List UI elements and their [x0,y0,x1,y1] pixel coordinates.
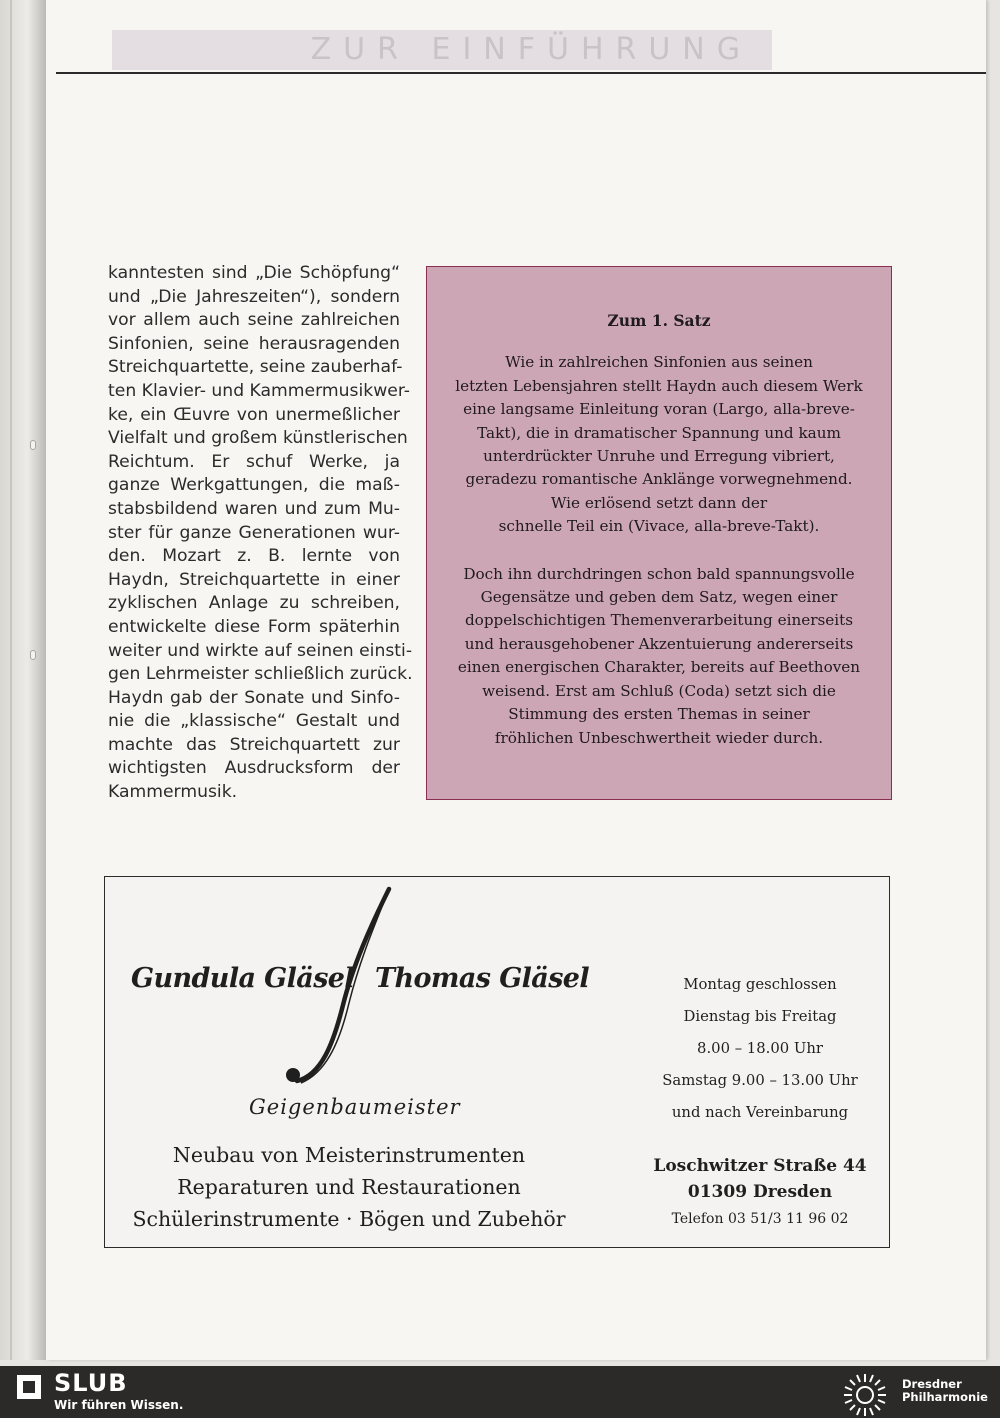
address-phone: Telefon 03 51/3 11 96 02 [671,1211,849,1227]
hours-line: Dienstag bis Freitag [683,1008,837,1025]
paragraph-line: letzten Lebensjahren stellt Haydn auch diesem Werk [455,376,863,395]
slub-name[interactable]: SLUB [54,1369,128,1397]
body-line: Vielfalt und großem künstlerischen [108,428,408,449]
body-line: entwickelte diese Form späterhin [108,616,400,637]
paragraph-line: Wie in zahlreichen Sinfonien aus seinen [505,353,813,372]
binding-stitch [30,650,36,660]
hours-line: 8.00 – 18.00 Uhr [697,1040,823,1057]
paragraph-line: Doch ihn durchdringen schon bald spannungsvolle [463,564,855,583]
slub-logo-icon[interactable] [16,1374,42,1400]
body-line: stabsbildend waren und zum Mu- [108,498,400,519]
body-line: kanntesten sind „Die Schöpfung“ [108,263,400,283]
maker-name-gundula: Gundula Gläsel [131,963,355,994]
page-binding-edge [0,0,46,1360]
body-line: ganze Werkgattungen, die maß- [108,475,400,496]
paragraph-line: geradezu romantische Anklänge vorwegnehmend. [465,470,853,489]
body-line: zyklischen Anlage zu schreiben, [108,593,400,614]
binding-stitch [30,440,36,450]
body-line: Reichtum. Er schuf Werke, ja [108,451,400,472]
paragraph-line: Wie erlösend setzt dann der [550,493,768,512]
address-street: Loschwitzer Straße 44 [653,1156,867,1176]
movement-paragraph-2 [427,563,891,750]
slub-tagline: Wir führen Wissen. [54,1398,184,1412]
service-item: Reparaturen und Restaurationen [177,1175,521,1199]
violin-maker-advertisement [104,876,890,1248]
philharmonie-logo-icon[interactable] [842,1372,888,1418]
section-header [112,30,772,70]
paragraph-line: und herausgehobener Akzentuierung andererseits [464,634,854,653]
hours-line: Montag geschlossen [683,976,837,993]
paragraph-line: unterdrückter Unruhe und Erregung vibriert, [483,447,835,466]
body-line: und „Die Jahreszeiten“), sondern [108,286,400,307]
body-line: vor allem auch seine zahlreichen [108,310,400,331]
paragraph-line: Takt), die in dramatischer Spannung und kaum [477,423,841,442]
maker-name-thomas: Thomas Gläsel [375,963,590,994]
service-item: Schülerinstrumente · Bögen und Zubehör [132,1207,566,1231]
document-page [46,0,986,1360]
body-line: den. Mozart z. B. lernte von [108,546,400,567]
movement-title: Zum 1. Satz [607,311,711,330]
paragraph-line: Stimmung des ersten Themas in seiner [508,705,810,724]
philharmonie-name-line-2: Philharmonie [902,1390,988,1404]
body-line: ke, ein Œuvre von unermeßlicher [108,404,400,425]
services-list [129,1139,569,1235]
body-line: Kammermusik. [108,782,238,803]
paragraph-line: weisend. Erst am Schluß (Coda) setzt sich die [482,681,836,700]
movement-paragraph-1 [427,351,891,538]
body-line: Haydn gab der Sonate und Sinfo- [108,687,400,708]
body-text-column [108,262,413,805]
viewer-footer-bar [0,1366,1000,1418]
shop-address [650,1153,870,1233]
body-line: Haydn, Streichquartette in einer [108,569,400,590]
body-line: nie die „klassische“ Gestalt und [108,711,400,732]
header-rule [56,72,986,74]
body-line: gen Lehrmeister schließlich zurück. [108,664,413,685]
hours-line: und nach Vereinbarung [671,1104,849,1121]
body-line: wichtigsten Ausdrucksform der [108,758,400,779]
paragraph-line: Gegensätze und geben dem Satz, wegen einer [480,588,838,607]
body-line: Sinfonien, seine herausragenden [108,333,400,354]
service-item: Neubau von Meisterinstrumenten [172,1143,526,1167]
body-line: machte das Streichquartett zur [108,734,400,755]
philharmonie-name[interactable] [902,1378,988,1404]
paragraph-line: einen energischen Charakter, bereits auf Beethoven [457,658,861,677]
paragraph-line: doppelschichtigen Themenverarbeitung einerseits [464,611,854,630]
paragraph-line: fröhlichen Unbeschwertheit wieder durch. [494,728,824,747]
address-city: 01309 Dresden [687,1182,833,1202]
philharmonie-name-line-1: Dresdner [902,1377,962,1391]
paragraph-line: eine langsame Einleitung voran (Largo, alla-breve- [463,400,855,419]
body-line: ten Klavier- und Kammermusikwer- [108,380,411,401]
paragraph-line: schnelle Teil ein (Vivace, alla-breve-Takt). [498,517,820,536]
maker-title: Geigenbaumeister [249,1095,461,1119]
body-line: Streichquartette, seine zauberhaf- [108,357,403,378]
section-title: ZUR EINFÜHRUNG [310,32,752,67]
opening-hours [650,969,870,1129]
hours-line: Samstag 9.00 – 13.00 Uhr [662,1072,858,1089]
movement-info-box [426,266,892,800]
body-line: weiter und wirkte auf seinen einsti- [108,640,413,661]
body-line: ster für ganze Generationen wur- [108,522,400,543]
